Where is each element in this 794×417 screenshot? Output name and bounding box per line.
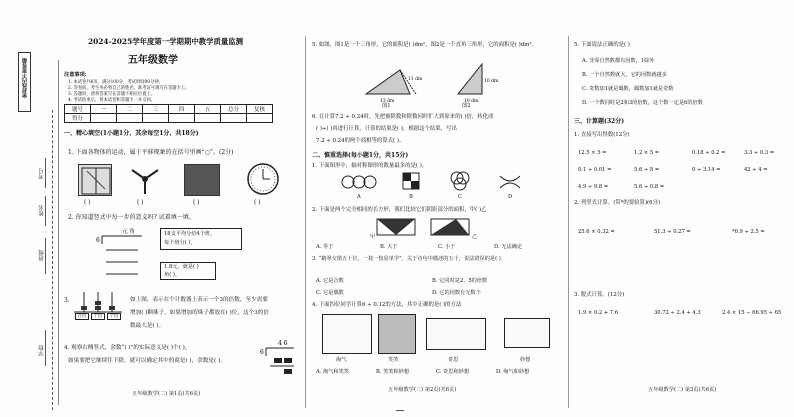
q1-option-d[interactable]: D	[508, 194, 513, 200]
mixed-calc[interactable]: 1.9 × 0.2 + 7.6	[578, 310, 619, 316]
exam-title: 2024-2025学年度第一学期期中教学质量监测	[88, 37, 244, 46]
direct-calc[interactable]: 0 ÷ 3.14 =	[692, 167, 721, 173]
p3-q5-option-d[interactable]: D. 一个数同时是2和3的倍数，这个数一定是6的倍数	[582, 100, 703, 106]
score-header: 二	[117, 105, 143, 114]
page3-footer: 五年级数学(二) 第3页(共6页)	[648, 387, 717, 393]
q1-option-b-figure	[400, 170, 422, 192]
q2-long-division	[92, 226, 154, 282]
q3-option-c[interactable]: C. 它是偶数	[316, 290, 344, 296]
score-header: 四	[169, 105, 195, 114]
field-school-line[interactable]	[45, 330, 46, 366]
q4-division-sketch	[258, 338, 298, 380]
notes-item-4: 4. 考试结束后，将本试卷和答题卡一并交回。	[68, 98, 156, 103]
q2-box2-line1: 1.8元，就是( )	[164, 264, 199, 270]
notes-item-3: 3. 答题时，请将答案写在答题卡相应位置上。	[68, 92, 156, 97]
q2-label-jia: 甲	[370, 234, 376, 240]
venn-icon	[448, 170, 472, 192]
vertical-calc[interactable]: *0.9 ÷ 2.5 =	[732, 229, 765, 235]
q3-option-d[interactable]: D. 它的因数有无数个	[432, 290, 481, 296]
mixed-calc[interactable]: 30.72 ÷ 2.4 + 4.3	[654, 310, 701, 316]
q3-option-a[interactable]: A. 它是合数	[316, 278, 344, 284]
direct-calc[interactable]: 5.6 ÷ 8 =	[634, 167, 660, 173]
p1-q3-line2: 增加( )颗珠子，如果增加的珠子都放在( )位，这个3的倍	[130, 310, 269, 316]
p3-s2: 2. 列竖式计算。(带*的要验算)(6分)	[574, 200, 661, 206]
q2-rect-jia	[376, 218, 416, 236]
score-header: 题号	[65, 105, 91, 114]
score-header: 复核	[247, 105, 273, 114]
triangle-icon	[360, 64, 424, 104]
direct-calc[interactable]: 3.3 ÷ 0.3 =	[744, 150, 775, 156]
shaded-rect-yi	[430, 218, 470, 236]
q3-label-hundreds: 百位	[75, 313, 89, 320]
fig1-base-label: 13 dm	[380, 99, 395, 104]
q4-option-b[interactable]: B. 笑笑和妙想	[376, 369, 410, 375]
q4-name-xiaoxiao: 笑笑	[388, 357, 399, 363]
p2-s2-q3: 3. “鹤翠交错五十位，一枝一枝显单学”，关于诗句中描述的五十，说法错误的是( )。	[312, 256, 506, 262]
q2-option-b[interactable]: B. 大于	[380, 244, 398, 250]
p1-q3-number: 3.	[64, 297, 70, 304]
svg-text:6: 6	[96, 237, 100, 244]
q1-option-a-figure	[340, 172, 384, 192]
svg-text:元 角: 元 角	[122, 229, 135, 235]
q5-figure-2	[452, 60, 499, 104]
field-class-line[interactable]	[45, 238, 46, 274]
q2-box2-line2: 角( )。	[164, 272, 181, 278]
fig2-height-label: 10 dm	[484, 79, 499, 84]
direct-calc[interactable]: 1.2 × 5 =	[634, 150, 660, 156]
p1-q4-line1: 4. 观察右侧竖式，余数“( )”的实际意义是( )个( )，	[64, 345, 191, 351]
score-header: 总分	[221, 105, 247, 114]
score-cell[interactable]	[169, 114, 195, 123]
q1-picture-clock	[246, 162, 280, 196]
field-school: 学校	[39, 345, 45, 356]
score-header: 一	[91, 105, 117, 114]
score-row-label: 得分	[65, 114, 91, 123]
q1-option-c-figure	[448, 170, 472, 192]
q2-option-c[interactable]: C. 小于	[438, 244, 456, 250]
field-exam-number: 考号	[39, 168, 45, 179]
q1-picture-window	[78, 164, 112, 196]
fig1-caption: 图1	[382, 103, 391, 109]
q1-blank[interactable]: ( )	[193, 199, 200, 206]
exam-subtitle: 五年级数学	[128, 55, 178, 66]
field-class: 班级	[39, 250, 45, 261]
q1-blank[interactable]: ( )	[137, 199, 144, 206]
p2-s2-q2: 2. 下面是两个完全相同的长方形，我们比较它们阴影部分的面积，甲( )乙	[312, 207, 487, 213]
score-cell[interactable]	[117, 114, 143, 123]
q4-method-miaoxiang	[504, 318, 550, 348]
score-cell[interactable]	[91, 114, 117, 123]
notes-heading: 注意事项:	[64, 72, 87, 78]
field-name-line[interactable]	[45, 196, 46, 226]
fig1-height-label: 11 dm	[408, 77, 423, 82]
p3-q5-option-b[interactable]: B. 一个自然数就大，它的因数就越多	[582, 72, 667, 78]
svg-text:4 6: 4 6	[278, 340, 288, 347]
page2-footer: 五年级数学(二) 第2页(共6页)	[388, 387, 457, 393]
svg-text:6: 6	[260, 349, 264, 356]
page-divider-2	[568, 36, 569, 408]
section2-heading: 二、慎重选择(每小题1分，共15分)	[312, 152, 409, 159]
clock-icon	[246, 162, 280, 196]
q2-rect-yi	[430, 218, 470, 236]
p2-q5: 5. 如图，图1是一个三角形，它的面积是( )dm²，图2是一个直角三角形，它的面积是( )dm²。	[312, 42, 537, 48]
p2-q6-line3: 7.2 ÷ 0.24的两个商相等的算式( )。	[316, 138, 405, 144]
score-header: 五	[195, 105, 221, 114]
p1-q2: 2. 你知道竖式中每一步的意义吗? 试着填一填。	[68, 214, 195, 221]
vertical-calc[interactable]: 25.6 × 0.32 =	[578, 229, 615, 235]
q5-figure-1	[360, 64, 424, 104]
score-header: 三	[143, 105, 169, 114]
q1-picture-fan	[128, 162, 162, 196]
q4-name-miaoxiang: 妙想	[520, 357, 531, 363]
p1-q3-line3: 数最大是( )。	[130, 323, 165, 329]
p1-q4-line2: 如果要把它继续往下除，就可以确定其中的商是( )，余数是( )。	[68, 358, 226, 364]
fan-icon	[128, 162, 162, 196]
fig2-base-label: 10 dm	[464, 99, 479, 104]
q1-picture-carousel	[184, 164, 220, 196]
q1-blank[interactable]: ( )	[84, 199, 91, 206]
q4-method-taoqi	[322, 314, 372, 354]
q4-name-qisi: 奇思	[448, 357, 459, 363]
shaded-rect-jia	[376, 218, 416, 236]
q4-option-d[interactable]: D. 淘气和妙想	[496, 369, 530, 375]
field-exam-number-line[interactable]	[45, 158, 46, 188]
fig2-caption: 图2	[462, 103, 471, 109]
p1-q1: 1. 下面各物体的运动，属于平移现象的在括号里画“○”。(2分)	[68, 149, 234, 156]
pinwheel-icon	[400, 170, 422, 192]
q1-blank[interactable]: ( )	[254, 199, 261, 206]
section1-heading: 一、精心填空(1小题1分，其余每空1分，共18分)	[64, 130, 199, 137]
score-cell[interactable]	[143, 114, 169, 123]
p2-s2-q1: 1. 下面图形中，轴对称图形的数量最多的是( )。	[312, 163, 428, 169]
p3-s3: 3. 脱式计算。(12分)	[574, 292, 625, 298]
page-divider-1	[305, 36, 306, 408]
direct-calc[interactable]: 12.5 × 5 =	[578, 150, 607, 156]
q4-method-xiaoxiao	[378, 314, 416, 354]
q2-label-yi: 乙	[472, 234, 478, 240]
q1-option-a[interactable]: A	[357, 194, 361, 200]
window-icon	[79, 165, 113, 197]
direct-calc[interactable]: 5.6 ÷ 0.8 =	[634, 184, 665, 190]
q1-option-d-figure	[498, 172, 522, 192]
q1-option-c[interactable]: C	[458, 194, 462, 200]
q2-option-a[interactable]: A. 等于	[316, 244, 334, 250]
p2-q6-line1: 6. 在计算7.2 ÷ 0.24时，先把被除数和除数同时扩大到原来的( )倍，转化成	[312, 114, 494, 120]
direct-calc[interactable]: 0.18 ÷ 0.2 =	[692, 150, 726, 156]
page1-footer: 五年级数学(二) 第1页(共6页)	[132, 391, 201, 397]
p2-q6-line2: ( )÷( )再进行计算，计算的结果是( )，根据这个结果，写出	[316, 126, 457, 132]
vertical-calc[interactable]: 51.3 ÷ 0.27 =	[654, 229, 691, 235]
direct-calc[interactable]: 4.9 ÷ 9.8 =	[578, 184, 609, 190]
seal-label: 密封线内不要答题	[22, 58, 28, 98]
seal-solid-line	[58, 60, 59, 405]
direct-calc[interactable]: 42 ÷ 4 =	[744, 167, 768, 173]
direct-calc[interactable]: 0.1 ÷ 0.01 =	[578, 167, 612, 173]
q4-option-c[interactable]: C. 奇思和妙想	[436, 369, 470, 375]
field-name: 姓名	[39, 205, 45, 216]
p3-q5: 5. 下面说法正确的是( )	[574, 42, 630, 48]
p2-s2-q4: 4. 下面四位同学计算6 ÷ 0.12的方法，其中正确的是( )的方法	[312, 302, 462, 308]
right-triangle-icon	[452, 60, 499, 104]
q2-option-d[interactable]: D. 无法确定	[494, 244, 523, 250]
section3-heading: 三、计算题(32分)	[574, 118, 625, 125]
score-cell[interactable]	[221, 114, 247, 123]
bottom-mark	[396, 410, 404, 411]
seal-dashed-line	[52, 110, 53, 410]
rings-icon	[340, 172, 384, 192]
mixed-calc[interactable]: 2.4 × 15 − 66.95 ÷ 65	[722, 310, 782, 316]
q4-option-a[interactable]: A. 淘气和笑笑	[316, 369, 349, 375]
p1-q3-line1: 如上图，表示在个计数器上表示一个3的倍数，至少需要	[130, 297, 268, 303]
q4-name-taoqi: 淘气	[336, 357, 347, 363]
p3-q5-option-c[interactable]: C. 奇数加1就是偶数，偶数加1就是奇数	[582, 86, 674, 92]
q1-option-b[interactable]: B	[409, 194, 413, 200]
q2-box1-line1: 18支平均分给4个班，	[164, 231, 216, 237]
score-cell[interactable]	[247, 114, 273, 123]
q3-label-tens: 十位	[91, 313, 105, 320]
notes-item-1: 1. 本试卷共6页，满分100分，考试时间90分钟。	[68, 80, 163, 85]
q2-box1-line2: 每个班分( )，	[164, 240, 196, 246]
score-table	[64, 104, 273, 123]
q3-option-b[interactable]: B. 它同时是2、5的倍数	[432, 278, 488, 284]
q3-label-ones: 个位	[107, 313, 121, 320]
q4-method-qisi	[426, 318, 486, 350]
p3-q5-option-a[interactable]: A. 非零自然数都有因数，1除外	[582, 58, 655, 64]
knot-icon	[498, 172, 522, 192]
p3-s1: 1. 直接写出得数(12分)	[574, 132, 630, 138]
notes-item-2: 2. 答卷前，考生务必将自己的姓名、准考证号填写在答题卡上。	[68, 86, 190, 91]
score-cell[interactable]	[195, 114, 221, 123]
